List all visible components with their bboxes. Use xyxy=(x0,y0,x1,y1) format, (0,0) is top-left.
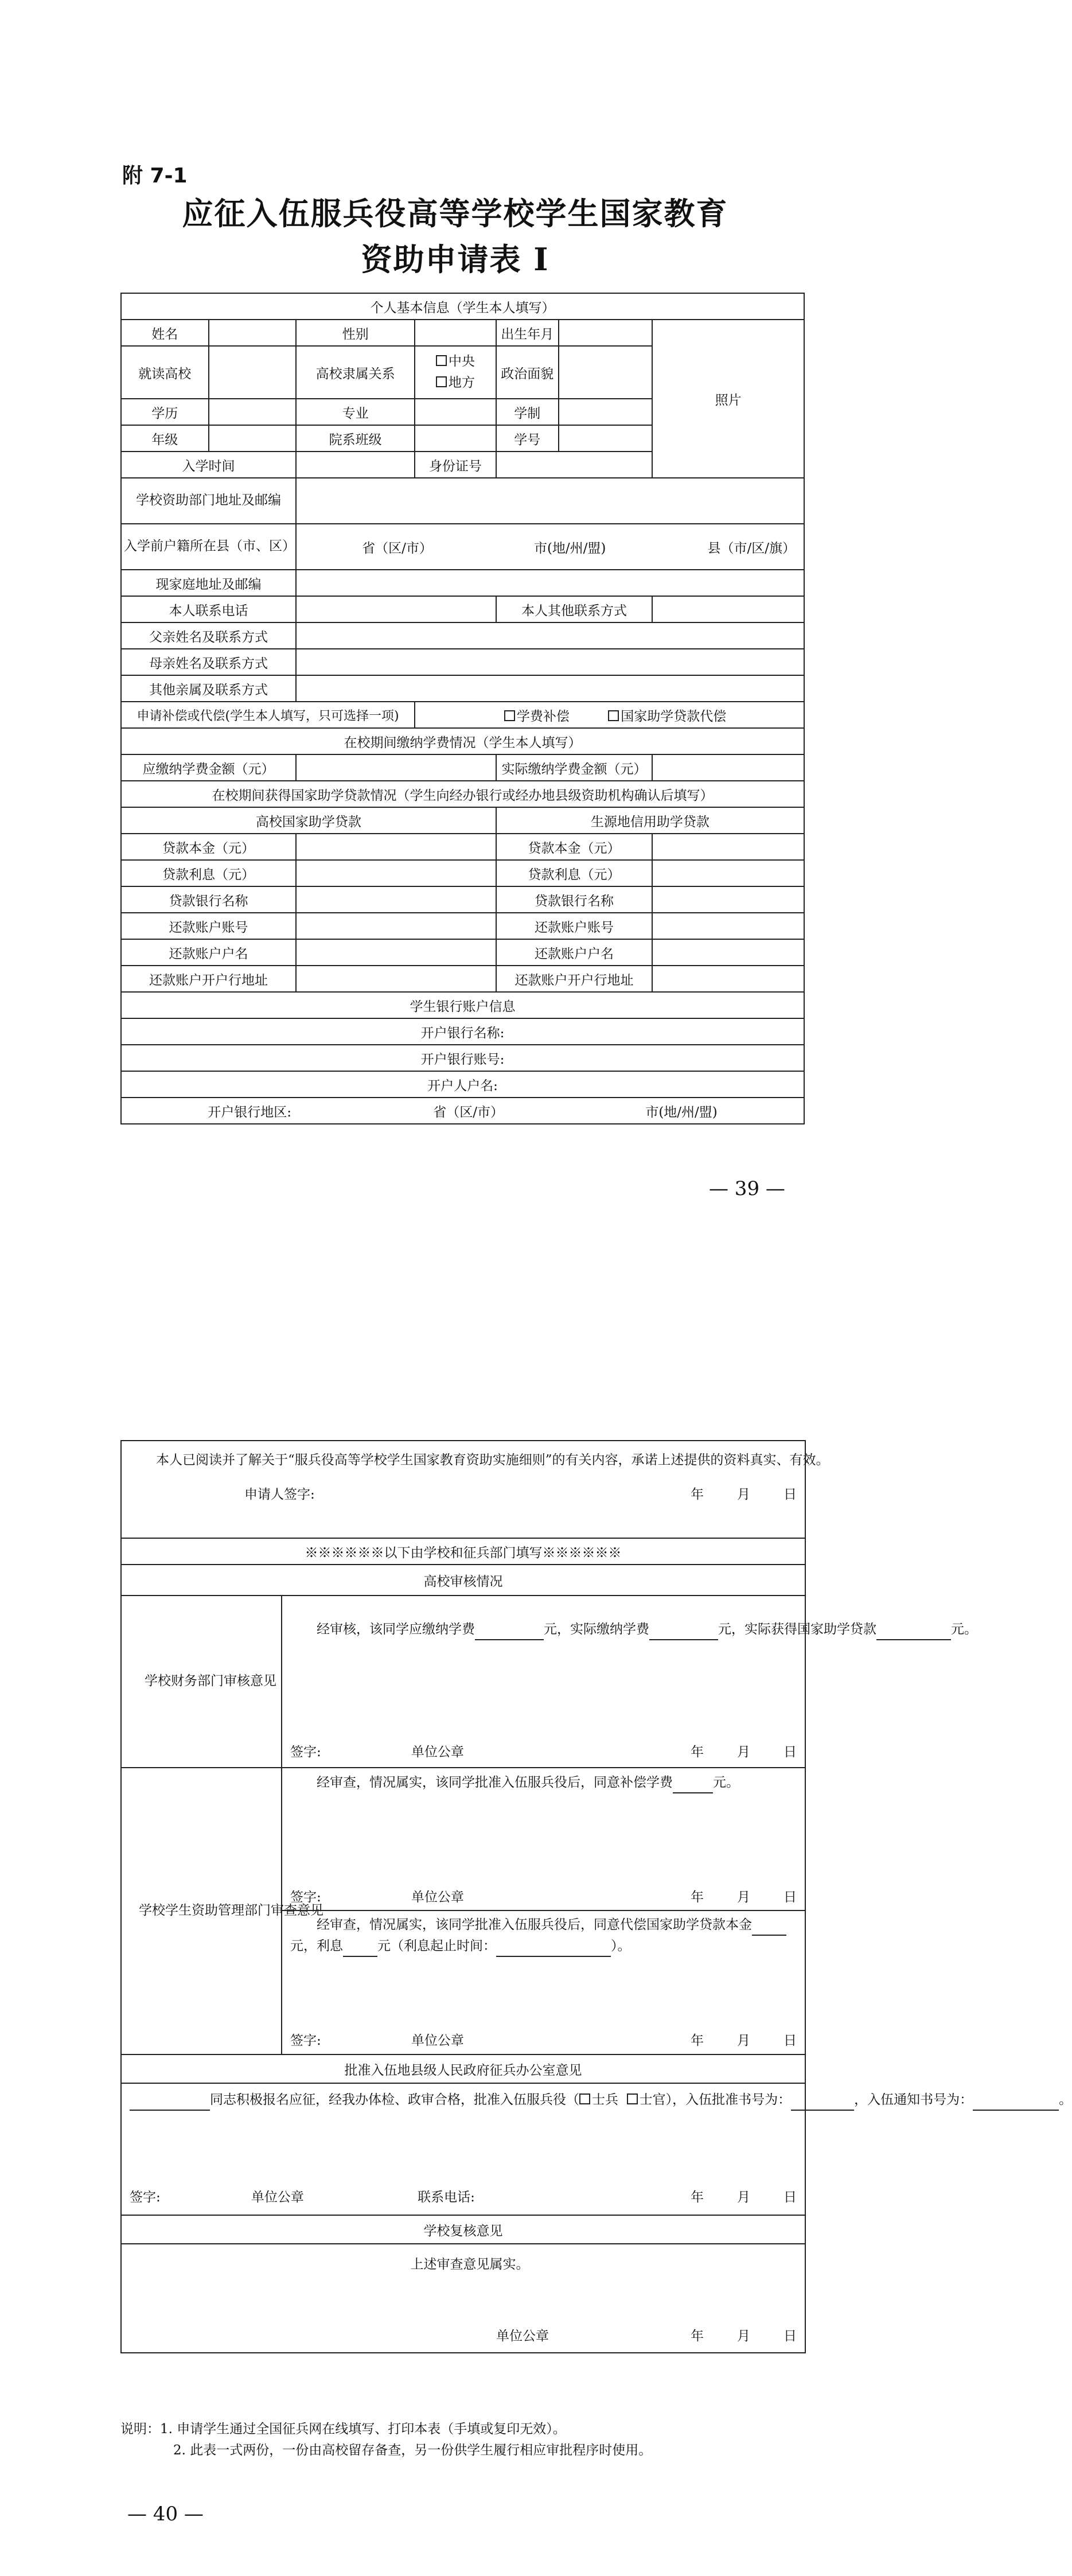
label-name: 姓名 xyxy=(121,320,209,346)
field-mother[interactable] xyxy=(296,649,804,675)
field-origin-interest[interactable] xyxy=(652,860,804,886)
affiliation-options xyxy=(415,346,496,399)
aid-dept-opinion xyxy=(282,1768,805,2054)
label-grade: 年级 xyxy=(121,425,209,452)
option-loan[interactable]: 国家助学贷款代偿 xyxy=(608,709,726,724)
field-politics[interactable] xyxy=(559,346,652,399)
finance-seal-label: 单位公章 xyxy=(411,1744,464,1760)
applicant-date: 年 月 日 xyxy=(691,1487,797,1502)
field-relatives[interactable] xyxy=(296,675,804,702)
blank-interest-period[interactable] xyxy=(496,1943,611,1957)
field-open-account[interactable]: 开户银行账号: xyxy=(121,1045,804,1071)
loan-repayment-text: 经审查，情况属实，该同学批准入伍服兵役后，同意代偿国家助学贷款本金元，利息 元（利息起止时间： ）。 xyxy=(290,1915,797,1957)
applicant-signature-label: 申请人签字: xyxy=(244,1487,315,1502)
aid-seal-label-2: 单位公章 xyxy=(411,2033,464,2048)
blank-approval-no[interactable] xyxy=(791,2097,854,2111)
label-origin-bank: 贷款银行名称 xyxy=(496,886,652,913)
field-open-region[interactable] xyxy=(121,1098,804,1124)
option-local[interactable]: 地方 xyxy=(418,372,493,394)
label-school-principal: 贷款本金（元） xyxy=(121,834,296,860)
label-affiliation: 高校隶属关系 xyxy=(296,346,415,399)
field-id-number[interactable] xyxy=(496,452,652,478)
field-father[interactable] xyxy=(296,622,804,649)
label-school-interest: 贷款利息（元） xyxy=(121,860,296,886)
school-military-divider: ※※※※※※以下由学校和征兵部门填写※※※※※※ xyxy=(121,1538,805,1565)
blank-notice-no[interactable] xyxy=(973,2097,1059,2111)
label-phone: 本人联系电话 xyxy=(121,596,296,622)
military-office-opinion xyxy=(121,2083,1072,2215)
open-region-province: 省（区/市） xyxy=(433,1104,504,1120)
field-origin-account-name[interactable] xyxy=(652,939,804,966)
military-date: 年 月 日 xyxy=(690,2189,797,2205)
field-other-contact[interactable] xyxy=(652,596,804,622)
application-form-part1 xyxy=(120,293,805,1124)
label-school-account-no: 还款账户账号 xyxy=(121,913,296,939)
open-region-city: 市(地/州/盟) xyxy=(645,1104,718,1120)
household-province: 省（区/市） xyxy=(362,540,432,556)
aid-date-1: 年 月 日 xyxy=(691,1890,797,1905)
field-schooling[interactable] xyxy=(559,399,652,425)
application-form-part2 xyxy=(120,1440,1072,2353)
field-grade[interactable] xyxy=(209,425,297,452)
blank-tuition-due[interactable] xyxy=(475,1626,544,1640)
section-bank-account: 学生银行账户信息 xyxy=(121,992,804,1018)
military-office-title: 批准入伍地县级人民政府征兵办公室意见 xyxy=(121,2054,805,2083)
checkbox-icon[interactable] xyxy=(627,2094,638,2104)
recheck-date: 年 月 日 xyxy=(691,2329,797,2344)
label-origin-account-name: 还款账户户名 xyxy=(496,939,652,966)
page-number-39: — 39 — xyxy=(709,1177,785,1200)
label-id-number: 身份证号 xyxy=(415,452,496,478)
tuition-compensation-box xyxy=(282,1769,805,1911)
finance-sign-label: 签字: xyxy=(290,1744,321,1760)
military-seal-label: 单位公章 xyxy=(251,2189,304,2205)
field-aid-office[interactable] xyxy=(296,478,804,524)
blank-tuition-paid[interactable] xyxy=(649,1626,718,1640)
option-tuition[interactable]: 学费补偿 xyxy=(504,709,570,724)
field-dept-class[interactable] xyxy=(415,425,496,452)
military-opinion-text: 同志积极报名应征，经我办体检、政审合格，批准入伍服兵役（ 士兵 士官），入伍批准书号为： ，入伍通知书号为： 。 xyxy=(130,2089,797,2111)
field-school-account-bank[interactable] xyxy=(296,966,496,992)
field-home-address[interactable] xyxy=(296,570,804,596)
field-origin-account-bank[interactable] xyxy=(652,966,804,992)
recheck-seal-label: 单位公章 xyxy=(496,2329,549,2344)
declaration-box xyxy=(121,1441,829,1538)
label-student-id: 学号 xyxy=(496,425,559,452)
blank-loan-amount[interactable] xyxy=(876,1626,951,1640)
label-birth: 出生年月 xyxy=(496,320,559,346)
finance-dept-opinion xyxy=(282,1596,977,1768)
section-loan: 在校期间获得国家助学贷款情况（学生向经办银行或经办地县级资助机构确认后填写） xyxy=(121,781,804,807)
household-fields[interactable] xyxy=(296,524,804,570)
label-school-account-name: 还款账户户名 xyxy=(121,939,296,966)
blank-soldier-name[interactable] xyxy=(130,2097,210,2111)
field-school-account-name[interactable] xyxy=(296,939,496,966)
section-tuition: 在校期间缴纳学费情况（学生本人填写） xyxy=(121,728,804,754)
military-phone-label: 联系电话: xyxy=(418,2189,475,2205)
form-title-line1: 应征入伍服兵役高等学校学生国家教育 xyxy=(182,195,728,232)
finance-opinion-text: 经审核，该同学应缴纳学费 元，实际缴纳学费 元，实际获得国家助学贷款 元。 xyxy=(290,1619,797,1640)
photo-box: 照片 xyxy=(652,320,804,478)
page-number-40: — 40 — xyxy=(127,2503,204,2526)
label-apply-type: 申请补偿或代偿(学生本人填写，只可选择一项) xyxy=(121,702,415,728)
field-school-principal[interactable] xyxy=(296,834,496,860)
field-gender[interactable] xyxy=(415,320,496,346)
note-line-2: 2. 此表一式两份，一份由高校留存备查，另一份供学生履行相应审批程序时使用。 xyxy=(173,2443,652,2458)
household-city: 市(地/州/盟) xyxy=(533,540,606,556)
school-review-title: 高校审核情况 xyxy=(121,1565,805,1596)
field-school-bank[interactable] xyxy=(296,886,496,913)
apply-type-options xyxy=(415,702,804,728)
field-open-bank[interactable]: 开户银行名称: xyxy=(121,1018,804,1045)
label-school-account-bank: 还款账户开户行地址 xyxy=(121,966,296,992)
recheck-title: 学校复核意见 xyxy=(121,2215,805,2244)
blank-principal[interactable] xyxy=(752,1922,786,1936)
finance-date: 年 月 日 xyxy=(691,1744,797,1760)
aid-date-2: 年 月 日 xyxy=(691,2033,797,2048)
form-title-line2: 资助申请表 I xyxy=(361,241,549,278)
label-tuition-due: 应缴纳学费金额（元） xyxy=(121,754,296,781)
label-tuition-paid: 实际缴纳学费金额（元） xyxy=(496,754,652,781)
label-origin-account-bank: 还款账户开户行地址 xyxy=(496,966,652,992)
finance-dept-label: 学校财务部门审核意见 xyxy=(121,1596,282,1768)
annex-label: 附 7-1 xyxy=(122,164,188,188)
checkbox-icon[interactable] xyxy=(436,355,447,366)
label-schooling: 学制 xyxy=(496,399,559,425)
label-school: 就读高校 xyxy=(121,346,209,399)
label-major: 专业 xyxy=(296,399,415,425)
label-relatives: 其他亲属及联系方式 xyxy=(121,675,296,702)
label-household: 入学前户籍所在县（市、区） xyxy=(121,524,296,570)
declaration-text: 本人已阅读并了解关于“服兵役高等学校学生国家教育资助实施细则”的有关内容，承诺上述提供的资料真实、有效。 xyxy=(156,1453,829,1468)
military-sign-label: 签字: xyxy=(130,2189,161,2205)
field-origin-bank[interactable] xyxy=(652,886,804,913)
open-region-label: 开户银行地区: xyxy=(208,1104,291,1120)
checkbox-icon[interactable] xyxy=(608,710,619,721)
field-tuition-due[interactable] xyxy=(296,754,496,781)
label-education: 学历 xyxy=(121,399,209,425)
field-student-id[interactable] xyxy=(559,425,652,452)
field-name[interactable] xyxy=(209,320,297,346)
label-origin-principal: 贷款本金（元） xyxy=(496,834,652,860)
option-central[interactable]: 中央 xyxy=(418,351,493,372)
aid-sign-label-1: 签字: xyxy=(290,1890,321,1905)
label-home-address: 现家庭地址及邮编 xyxy=(121,570,296,596)
field-enroll-time[interactable] xyxy=(296,452,415,478)
field-major[interactable] xyxy=(415,399,496,425)
label-origin-interest: 贷款利息（元） xyxy=(496,860,652,886)
aid-dept-label: 学校学生资助管理部门审查意见 xyxy=(121,1768,282,2054)
blank-compensation[interactable] xyxy=(673,1780,713,1793)
recheck-text: 上述审查意见属实。 xyxy=(410,2257,529,2272)
field-education[interactable] xyxy=(209,399,297,425)
label-origin-account-no: 还款账户账号 xyxy=(496,913,652,939)
section-personal-info: 个人基本信息（学生本人填写） xyxy=(121,293,804,320)
field-school-account-no[interactable] xyxy=(296,913,496,939)
header-school-loan: 高校国家助学贷款 xyxy=(121,807,496,834)
aid-sign-label-2: 签字: xyxy=(290,2033,321,2048)
field-birth[interactable] xyxy=(559,320,652,346)
aid-seal-label-1: 单位公章 xyxy=(411,1890,464,1905)
label-father: 父亲姓名及联系方式 xyxy=(121,622,296,649)
label-enroll-time: 入学时间 xyxy=(121,452,296,478)
label-school-bank: 贷款银行名称 xyxy=(121,886,296,913)
note-line-1: 说明：1. 申请学生通过全国征兵网在线填写、打印本表（手填或复印无效）。 xyxy=(120,2422,566,2437)
field-phone[interactable] xyxy=(296,596,496,622)
checkbox-icon[interactable] xyxy=(436,376,447,387)
tuition-compensation-text: 经审查，情况属实，该同学批准入伍服兵役后，同意补偿学费 元。 xyxy=(290,1772,797,1793)
label-gender: 性别 xyxy=(296,320,415,346)
field-origin-principal[interactable] xyxy=(652,834,804,860)
field-open-holder[interactable]: 开户人户名: xyxy=(121,1071,804,1098)
field-school[interactable] xyxy=(209,346,297,399)
field-school-interest[interactable] xyxy=(296,860,496,886)
label-mother: 母亲姓名及联系方式 xyxy=(121,649,296,675)
header-origin-loan: 生源地信用助学贷款 xyxy=(496,807,804,834)
field-tuition-paid[interactable] xyxy=(652,754,804,781)
recheck-opinion xyxy=(121,2244,805,2353)
loan-repayment-box xyxy=(282,1911,805,2053)
label-other-contact: 本人其他联系方式 xyxy=(496,596,652,622)
field-origin-account-no[interactable] xyxy=(652,913,804,939)
label-politics: 政治面貌 xyxy=(496,346,559,399)
household-county: 县（市/区/旗） xyxy=(707,540,796,556)
checkbox-icon[interactable] xyxy=(579,2094,590,2104)
label-dept-class: 院系班级 xyxy=(296,425,415,452)
blank-interest[interactable] xyxy=(343,1943,377,1957)
checkbox-icon[interactable] xyxy=(504,710,515,721)
label-aid-office: 学校资助部门地址及邮编 xyxy=(121,478,296,524)
